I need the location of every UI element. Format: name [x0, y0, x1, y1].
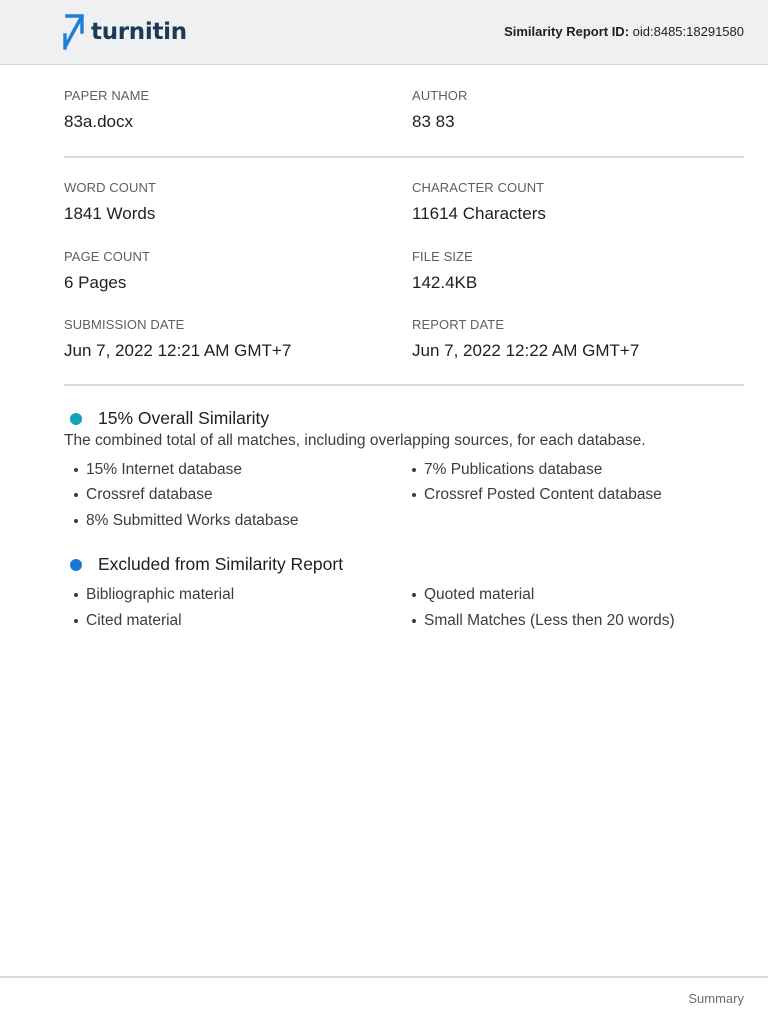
- author-label: AUTHOR: [412, 88, 468, 103]
- brand-name: turnitin: [91, 18, 187, 45]
- bullet-icon: [74, 493, 78, 497]
- overall-similarity-heading: [64, 408, 269, 429]
- footer-divider: [0, 976, 768, 978]
- excluded-item: [64, 612, 182, 630]
- similarity-source-item: [64, 486, 213, 504]
- character-count-field: [412, 180, 546, 224]
- excluded-item-label: Bibliographic material: [86, 586, 235, 603]
- submission-date-field: [64, 317, 291, 361]
- file-size-field: [412, 249, 477, 293]
- report-date-label: REPORT DATE: [412, 317, 505, 332]
- paper-name-label: PAPER NAME: [64, 88, 150, 103]
- author-value: 83 83: [412, 112, 455, 131]
- excluded-item-label: Small Matches (Less then 20 words): [424, 612, 675, 629]
- similarity-source-label: Crossref Posted Content database: [424, 486, 662, 503]
- character-count-value: 11614 Characters: [412, 204, 546, 223]
- excluded-item-label: Quoted material: [424, 586, 535, 603]
- similarity-dot-icon: [70, 413, 82, 425]
- excluded-item: [402, 586, 534, 604]
- report-header: [0, 0, 768, 65]
- bullet-icon: [74, 519, 78, 523]
- similarity-source-label: 15% Internet database: [86, 461, 242, 478]
- report-id-value: oid:8485:18291580: [632, 24, 744, 39]
- bullet-icon: [74, 468, 78, 472]
- overall-similarity-title: 15% Overall Similarity: [98, 408, 270, 428]
- paper-name-field: [64, 88, 149, 132]
- divider-middle: [64, 384, 744, 386]
- similarity-source-item: [64, 512, 299, 530]
- report-date-field: [412, 317, 639, 361]
- excluded-heading: [64, 554, 343, 575]
- similarity-source-label: Crossref database: [86, 486, 213, 503]
- word-count-field: [64, 180, 156, 224]
- report-id-label: Similarity Report ID:: [504, 24, 630, 39]
- similarity-source-label: 7% Publications database: [424, 461, 603, 478]
- similarity-description: The combined total of all matches, including overlapping sources, for each database.: [64, 432, 646, 449]
- turnitin-logo-icon: [62, 13, 86, 51]
- similarity-source-item: [402, 461, 602, 479]
- page-count-value: 6 Pages: [64, 273, 127, 292]
- bullet-icon: [412, 468, 416, 472]
- bullet-icon: [74, 593, 78, 597]
- bullet-icon: [412, 619, 416, 623]
- file-size-label: FILE SIZE: [412, 249, 473, 264]
- footer-summary-label: Summary: [688, 991, 744, 1006]
- excluded-item: [64, 586, 234, 604]
- excluded-dot-icon: [70, 559, 82, 571]
- similarity-source-item: [402, 486, 662, 504]
- similarity-report-id: [504, 24, 744, 39]
- submission-date-value: Jun 7, 2022 12:21 AM GMT+7: [64, 341, 292, 360]
- bullet-icon: [412, 593, 416, 597]
- character-count-label: CHARACTER COUNT: [412, 180, 545, 195]
- divider-top: [64, 156, 744, 158]
- report-date-value: Jun 7, 2022 12:22 AM GMT+7: [412, 341, 640, 360]
- excluded-item-label: Cited material: [86, 612, 182, 629]
- word-count-value: 1841 Words: [64, 204, 156, 223]
- file-size-value: 142.4KB: [412, 273, 478, 292]
- bullet-icon: [74, 619, 78, 623]
- word-count-label: WORD COUNT: [64, 180, 156, 195]
- bullet-icon: [412, 493, 416, 497]
- turnitin-logo: [62, 13, 187, 51]
- submission-date-label: SUBMISSION DATE: [64, 317, 185, 332]
- excluded-item: [402, 612, 675, 630]
- similarity-source-label: 8% Submitted Works database: [86, 512, 299, 529]
- author-field: [412, 88, 468, 132]
- similarity-source-item: [64, 461, 242, 479]
- page-count-label: PAGE COUNT: [64, 249, 150, 264]
- page-count-field: [64, 249, 150, 293]
- excluded-title: Excluded from Similarity Report: [98, 554, 344, 574]
- paper-name-value: 83a.docx: [64, 112, 133, 131]
